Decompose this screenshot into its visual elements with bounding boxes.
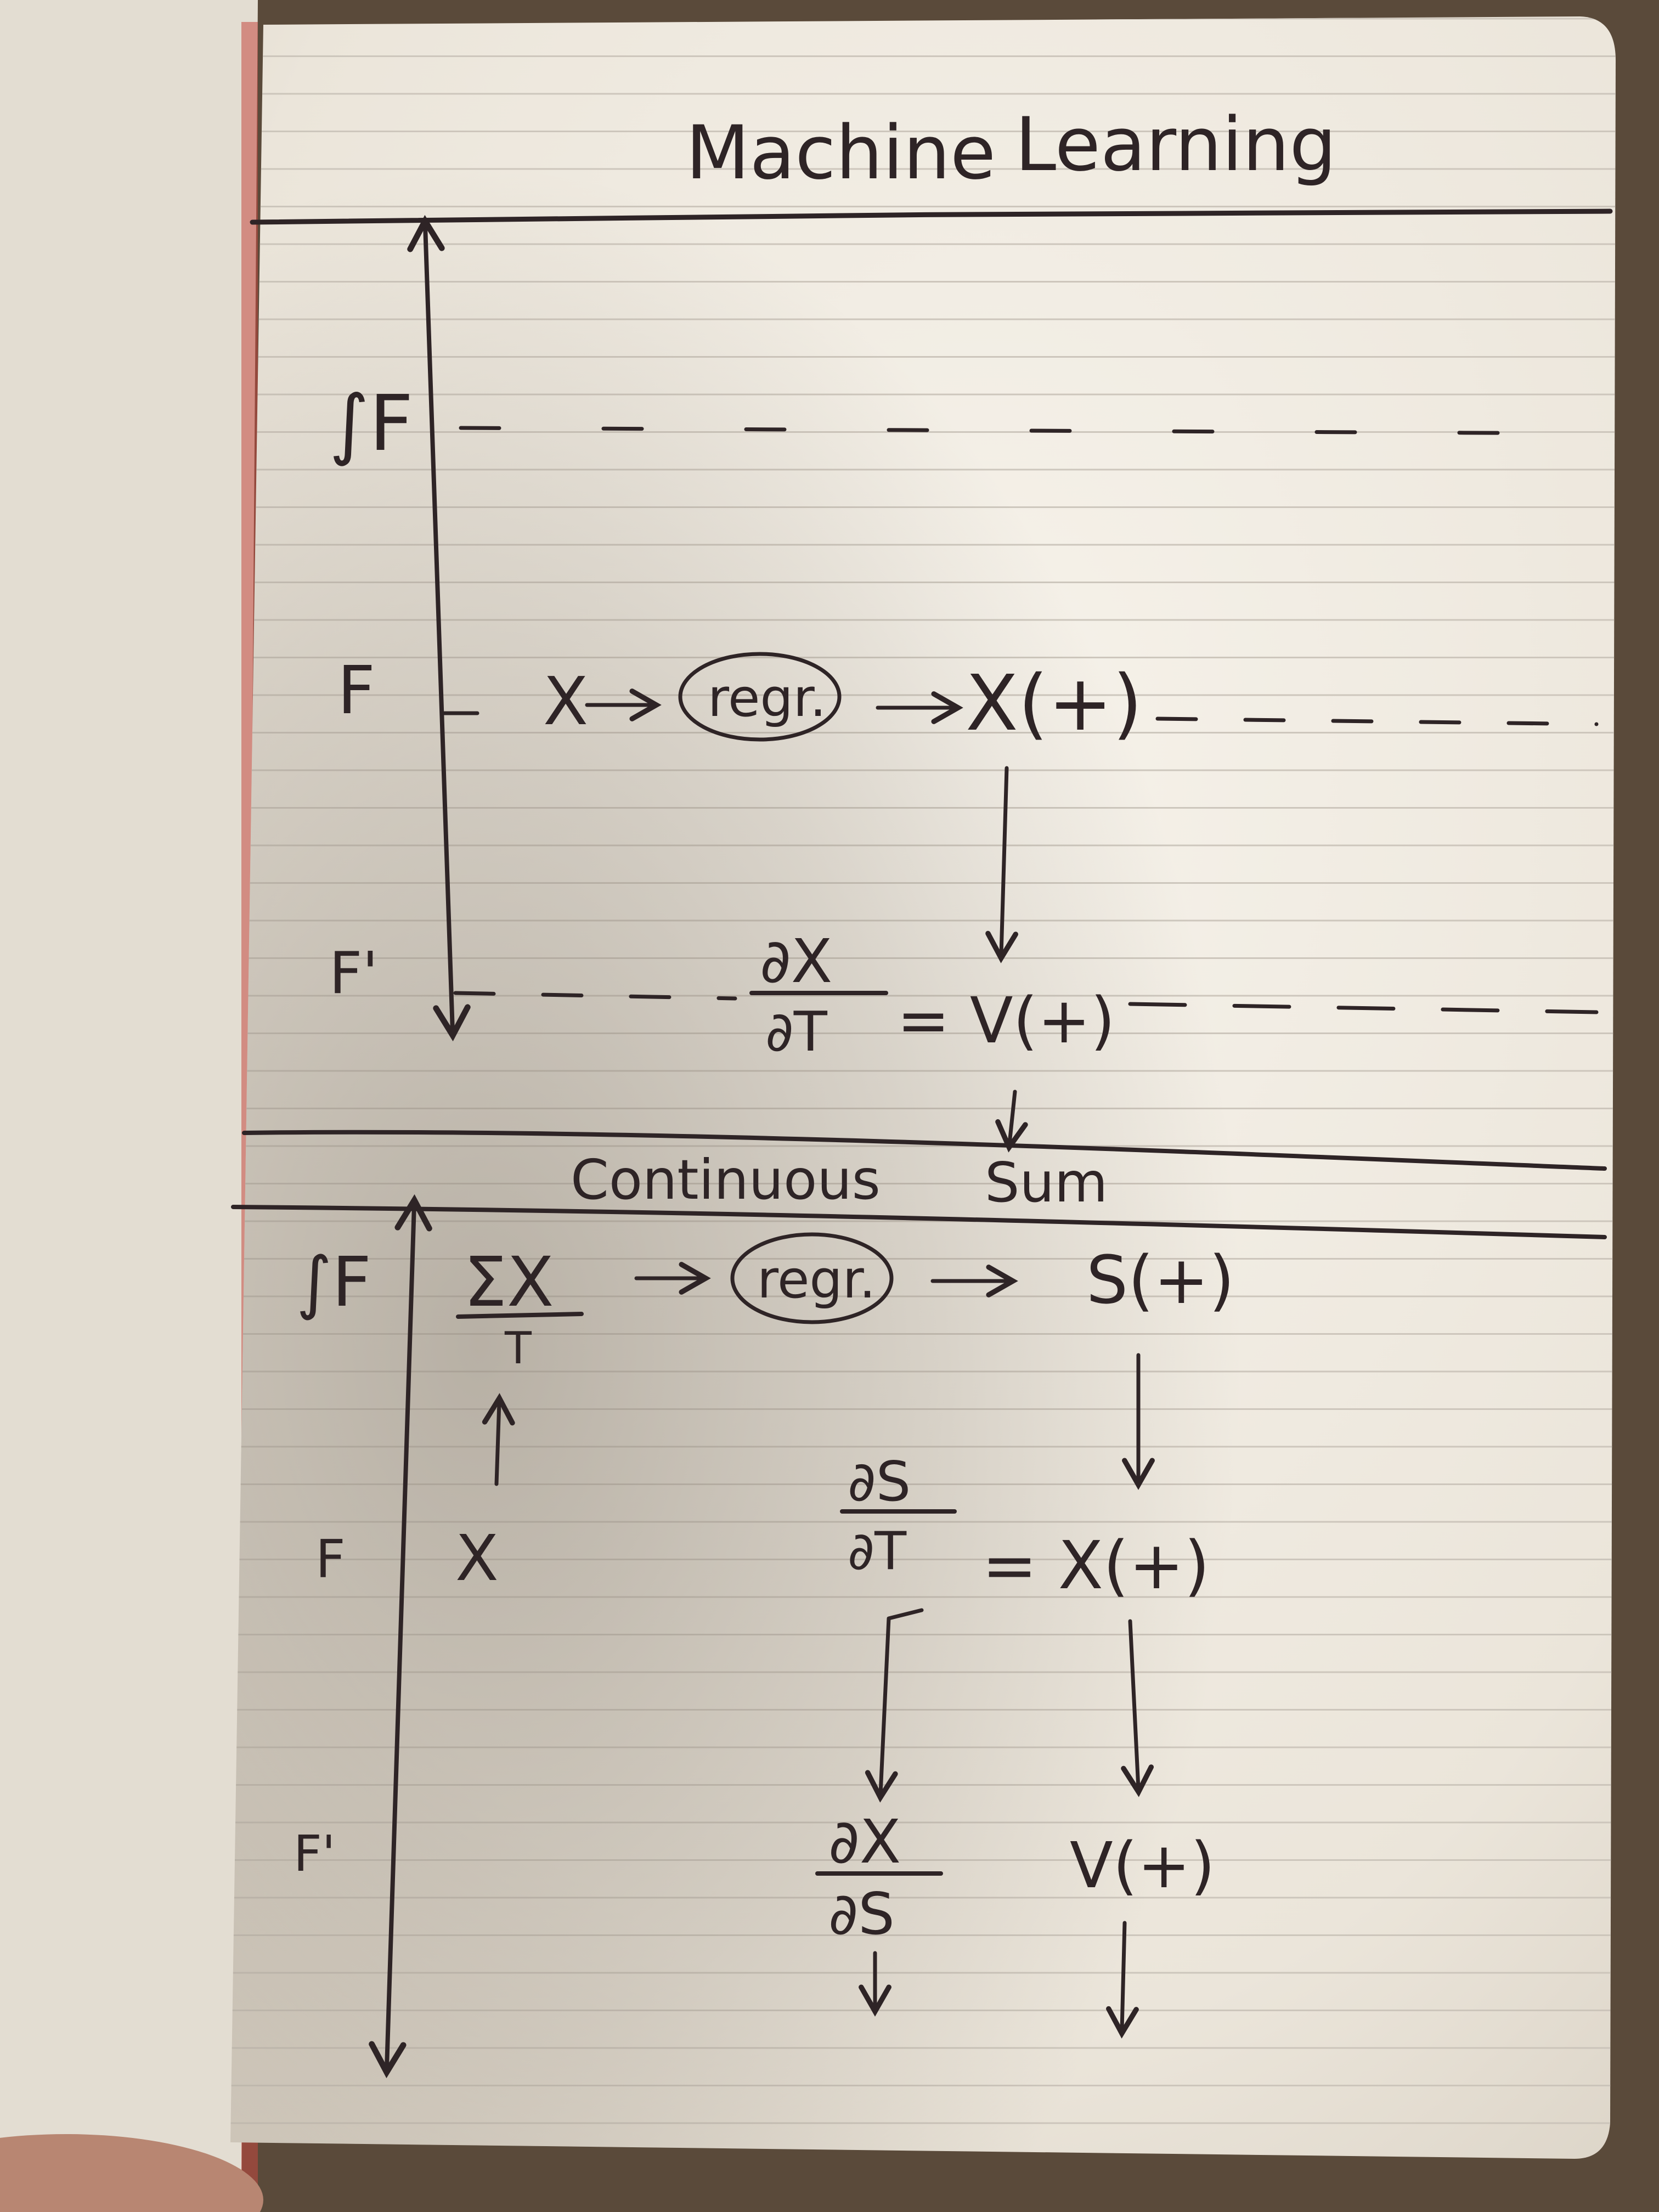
bottom-label-integral: ∫F [296, 1243, 372, 1322]
title-learning: Learning [1015, 101, 1337, 188]
sum-output: S(+) [1086, 1243, 1235, 1319]
header-sum: Sum [985, 1150, 1108, 1215]
partial-s-numerator: ∂S [848, 1449, 911, 1514]
top-partial-result: = V(+) [897, 984, 1115, 1058]
arrow-velocity-bottom [1122, 1923, 1125, 2030]
bottom-regression-label: regr. [757, 1250, 876, 1310]
bottom-label-derivative: F' [294, 1825, 336, 1883]
title-machine: Machine [686, 110, 996, 196]
bottom-label-function: F [315, 1530, 346, 1590]
top-input-x: X [543, 664, 589, 740]
sum-fraction-bar [458, 1314, 582, 1317]
partial-x-denominator: ∂S [828, 1881, 895, 1948]
top-regression-label: regr. [708, 668, 827, 729]
partial-s-result: = X(+) [982, 1528, 1210, 1604]
bottom-velocity: V(+) [1070, 1829, 1215, 1903]
top-label-derivative: F' [329, 940, 379, 1007]
sum-denominator: T [505, 1323, 532, 1374]
partial-s-denominator: ∂T [848, 1521, 907, 1582]
header-continuous: Continuous [571, 1148, 881, 1212]
top-label-integral: ∫F [329, 379, 414, 469]
top-output: X(+) [966, 659, 1143, 748]
bottom-input-x: X [455, 1522, 499, 1595]
top-partial-denominator: ∂T [765, 1000, 827, 1064]
left-page [0, 0, 258, 2212]
top-partial-numerator: ∂X [760, 926, 833, 996]
sum-numerator: ΣX [464, 1243, 554, 1322]
partial-x-numerator: ∂X [828, 1807, 901, 1877]
top-label-function: F [337, 653, 376, 729]
arrow-x-up [496, 1402, 499, 1484]
